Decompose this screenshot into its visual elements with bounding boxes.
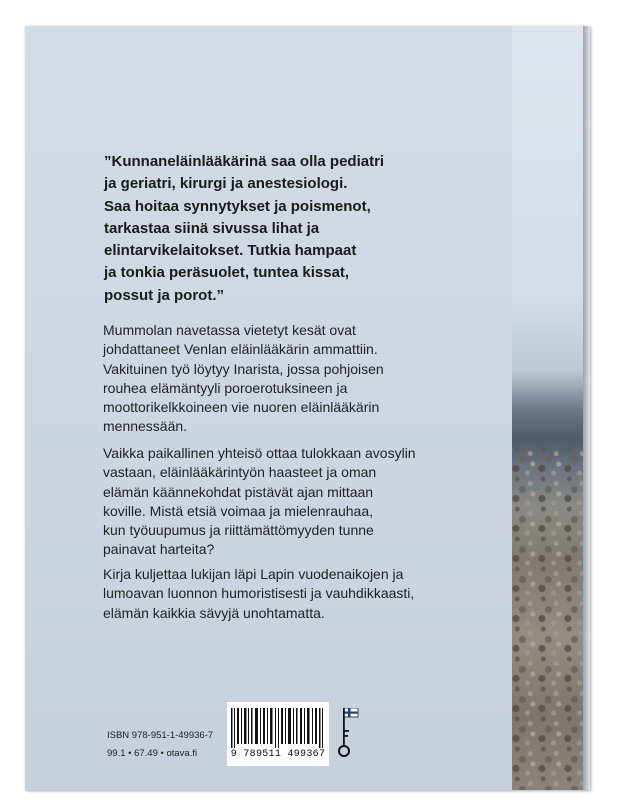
blurb-line: kun työuupumus ja riittämättömyyden tunne xyxy=(103,522,374,539)
quote-line: ja tonkia peräsuolet, tuntea kissat, xyxy=(104,264,350,282)
back-cover-quote xyxy=(104,151,484,307)
blurb-line: elämän kaikkia sävyjä unohtamatta. xyxy=(103,604,325,621)
blurb-line: moottorikelkkoineen vie nuoren eläinlääkärin xyxy=(103,399,380,416)
quote-line: Saa hoitaa synnytykset ja poismenot, xyxy=(104,197,371,215)
quote-line: ja geriatri, kirurgi ja anestesiologi. xyxy=(104,175,348,193)
isbn-barcode xyxy=(227,702,329,766)
blurb-paragraph-1 xyxy=(103,321,483,437)
blurb-line: Mummolan navetassa vietetyt kesät ovat xyxy=(103,322,356,338)
rocky-ground-texture xyxy=(512,446,590,790)
blurb-line: Kirja kuljettaa lukijan läpi Lapin vuodenaikojen ja xyxy=(103,566,404,582)
quote-line: elintarvikelaitokset. Tutkia hampaat xyxy=(104,242,357,260)
barcode-bars xyxy=(231,708,325,748)
quote-line: possut ja porot.” xyxy=(104,286,224,304)
isbn-number: ISBN 978-951-1-49936-7 xyxy=(107,730,214,741)
key-with-finnish-flag-icon xyxy=(338,708,360,763)
book-spine-edge xyxy=(583,26,590,790)
blurb-line: Vakituinen työ löytyy Inarista, jossa pohjoisen xyxy=(103,360,384,377)
blurb-line: elämän käännekohdat pistävät ajan mittaan xyxy=(103,483,374,500)
blurb-line: painavat harteita? xyxy=(103,541,215,558)
barcode-digits: 9 789511 499367 xyxy=(230,749,326,760)
blurb-line: koville. Mistä etsiä voimaa ja mielenrauhaa, xyxy=(103,502,374,519)
blurb-line: johdattaneet Venlan eläinlääkärin ammattiin. xyxy=(103,341,378,358)
blurb-line: vastaan, eläinlääkärintyön haasteet ja oman xyxy=(103,464,377,481)
blurb-paragraph-2 xyxy=(103,444,483,560)
quote-line: ”Kunnaneläinlääkärinä saa olla pediatri xyxy=(104,153,385,170)
blurb-line: rouhea elämäntyyli poroerotuksineen ja xyxy=(103,379,348,396)
imprint-block xyxy=(107,727,213,763)
blurb-paragraph-3 xyxy=(103,565,483,623)
landscape-photo-strip xyxy=(512,26,590,790)
quote-line: tarkastaa siinä sivussa lihat ja xyxy=(104,219,320,237)
blurb-line: mennessään. xyxy=(103,418,188,435)
blurb-line: lumoavan luonnon humoristisesti ja vauhdikkaasti, xyxy=(103,585,415,602)
blurb-line: Vaikka paikallinen yhteisö ottaa tulokkaan avosylin xyxy=(103,445,416,461)
classification-info: 99.1 • 67.49 • otava.fi xyxy=(107,748,198,759)
